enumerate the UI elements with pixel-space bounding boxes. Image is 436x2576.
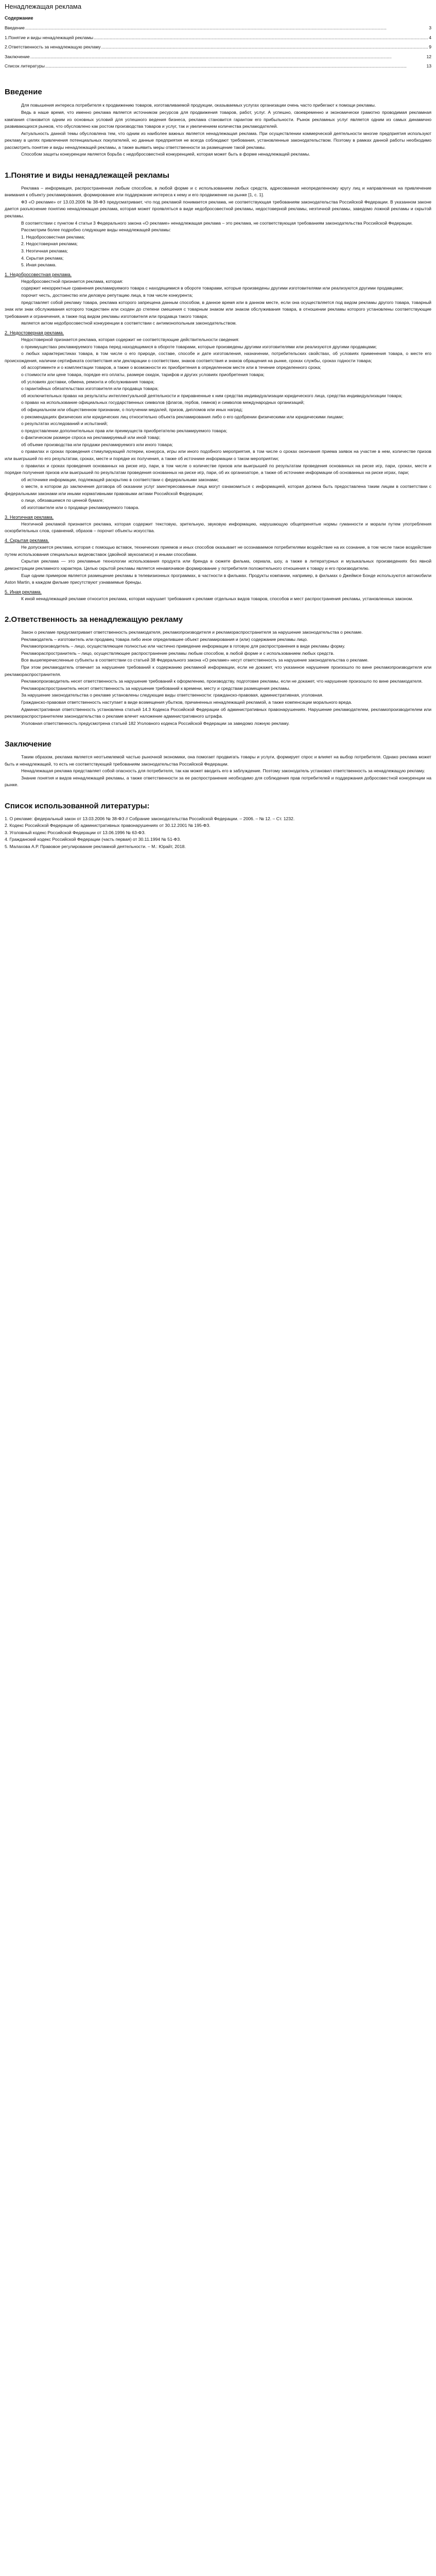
sub-2-paragraph: о стоимости или цене товара, порядке его оплаты, размере скидок, тарифов и других условиях приобретения товара; bbox=[21, 372, 265, 378]
toc-item-page: 12 bbox=[426, 54, 431, 59]
sub-4-paragraph: Скрытая реклама — это рекламные технологии использования продукта или бренда в сюжете фильма, сериала, шоу, а также в литературных и музыкальных произведениях без явной демонстрации рекламного характера. Целью скрытой рекламы является ненавязчивое формирование у потребителя положительного отношения к товару и его производителю. bbox=[5, 558, 431, 571]
sub-1-paragraph: представляет собой рекламу товара, реклама которого запрещена данным способом, в данное время или в данном месте, если она осуществляется под видом рекламы другого товара, товарный знак или знак обслуживания которого тождествен или сходен до степени смешения с товарным знаком или знаком обслуживания товара, в отношении рекламы которого установлены соответствующие требования и ограничения, а также под видом рекламы изготовителя или продавца такого товара; bbox=[5, 299, 431, 319]
section-2-paragraph: Закон о рекламе предусматривает ответственность рекламодателя, рекламопроизводителя и рекламораспространителя за нарушение законодательства о рекламе. bbox=[21, 630, 363, 635]
sub-2-paragraph: о гарантийных обязательствах изготовителя или продавца товара; bbox=[21, 386, 159, 392]
conclusion-paragraphs bbox=[5, 754, 431, 789]
toc-leader-dots bbox=[45, 63, 426, 70]
document-title: Ненадлежащая реклама bbox=[5, 3, 82, 10]
sub-4-paragraph: Не допускается реклама, которая с помощью вставок, технических приемов и иных способов оказывает не осознаваемое потребителями воздействие на их сознание, в том числе такое воздействие путем использования специальных видеовставок (двойной звукозаписи) и иными способами. bbox=[5, 545, 431, 557]
toc-item[interactable] bbox=[5, 44, 431, 54]
sub-2-paragraphs bbox=[5, 336, 431, 511]
conclusion-paragraph: Ненадлежащая реклама представляет собой опасность для потребителя, так как может вводить его в заблуждение. Поэтому законодатель установил ответственность за ненадлежащую рекламу. bbox=[21, 768, 425, 774]
conclusion-heading: Заключение bbox=[5, 740, 51, 749]
intro-paragraph: Для повышения интереса потребителя к продвижению товаров, изготавливаемой продукции, оказываемых услугах организации очень часто прибегают к помощи рекламы. bbox=[21, 103, 376, 108]
toc-item-label: Введение bbox=[5, 25, 25, 31]
section-1 bbox=[5, 170, 431, 602]
sub-2-paragraph: о рекомендациях физических или юридических лиц относительно объекта рекламирования либо о его одобрении физическими или юридическими лицами; bbox=[21, 414, 344, 419]
toc-heading: Содержание bbox=[5, 15, 33, 21]
intro-paragraph: Ведь в наше время, что именно реклама является источником ресурсов для продвижения товаров, работ, услуг. А успешно, своевременно и экономически грамотно проводимая рекламная кампания становится одним из основных условий для успешного ведения бизнеса, реклама становится гарантом его прибыльности. Рынок рекламных услуг является одним из самых динамично развивающихся рынков, что обусловлено как ростом производства товаров и услуг, так и увеличением количества рекламодателей. bbox=[5, 109, 431, 129]
toc-leader-dots bbox=[30, 54, 426, 61]
sub-4-paragraph: Еще одним примером является размещение рекламы в телевизионных программах, в частности в фильмах. Продукты компании, например, в фильмах о Джеймсе Бонде используются автомобили Aston Martin, в каждом фильме присутствуют узнаваемые бренды. bbox=[5, 572, 431, 585]
toc-item[interactable] bbox=[5, 25, 431, 35]
toc-item[interactable] bbox=[5, 35, 431, 44]
sub-2-paragraph: об условиях доставки, обмена, ремонта и обслуживания товара; bbox=[21, 379, 154, 384]
sub-1-paragraph: Недобросовестной признается реклама, которая: bbox=[21, 278, 124, 284]
toc-item-page: 9 bbox=[429, 44, 431, 50]
sub-4-heading: 4. Скрытая реклама. bbox=[5, 537, 49, 543]
intro-section bbox=[5, 86, 431, 158]
sub-2-paragraph: о месте, в котором до заключения договора об оказании услуг заинтересованные лица могут ознакомиться с информацией, которая должна быть предоставлена таким лицам в соответствии с федеральными законами или иными нормативными правовыми актами Российской Федерации; bbox=[5, 484, 431, 496]
section-2-paragraph: Гражданско-правовая ответственность наступает в виде возмещения убытков, причиненных ненадлежащей рекламой, а также компенсации морального вреда. bbox=[21, 699, 352, 705]
sub-2-paragraph: об ассортименте и о комплектации товаров, а также о возможности их приобретения в определенном месте или в течение определенного срока; bbox=[21, 365, 321, 370]
types-intro: Рассмотрим более подробно следующие виды ненадлежащей рекламы: bbox=[21, 227, 171, 233]
sub-2-paragraph: об официальном или общественном признании, о получении медалей, призов, дипломов или иных наград; bbox=[21, 406, 243, 412]
section-1-paragraph: ФЗ «О рекламе» от 13.03.2006 № 38-ФЗ предусматривает, что под рекламой понимается реклама, не соответствующая требованиям законодательства Российской Федерации. В указанном законе дается разъяснение понятию ненадлежащая реклама, которая может проявляться в виде недобросовестной рекламы, недостоверной рекламы, неэтичной рекламы, заведомо ложной рекламы и скрытой рекламы. bbox=[5, 199, 431, 219]
sub-2-paragraph: о лице, обязавшемся по ценной бумаге; bbox=[21, 498, 104, 503]
section-2-paragraph: Рекламораспространитель несет ответственность за нарушение требований к времени, месту и средствам размещения рекламы. bbox=[21, 685, 290, 691]
toc-item-page: 4 bbox=[429, 35, 431, 40]
toc-leader-dots bbox=[94, 35, 428, 42]
title-bar bbox=[0, 0, 436, 13]
bibliography-heading: Список использованной литературы: bbox=[5, 801, 150, 810]
intro-paragraph: Способом защиты конкуренции является борьба с недобросовестной конкуренцией, которая может быть в форме ненадлежащей рекламы. bbox=[21, 151, 310, 157]
document-body bbox=[5, 14, 431, 850]
bibliography-list bbox=[5, 816, 431, 851]
section-1-heading: 1.Понятие и виды ненадлежащей рекламы bbox=[5, 171, 169, 180]
type-list-item: 1. Недобросовестная реклама; bbox=[21, 234, 85, 240]
toc-item-page: 13 bbox=[426, 63, 431, 69]
toc-item-label: 2.Ответственность за ненадлежащую рекламу bbox=[5, 44, 101, 50]
type-list-item: 4. Скрытая реклама; bbox=[21, 255, 64, 261]
section-2-paragraph: За нарушение законодательства о рекламе установлены следующие виды ответственности: гражданско-правовая, административная, уголовная. bbox=[21, 692, 324, 698]
type-list-item: 2. Недостоверная реклама; bbox=[21, 241, 78, 247]
sub-1-paragraphs bbox=[5, 278, 431, 327]
intro-paragraph: Актуальность данной темы обусловлена тем, что одним из наиболее важных является ненадлежащая реклама. При осуществлении коммерческой деятельности многие предприятия используют рекламу в целях привлечения потенциальных покупателей, но данные предприятия не всегда соблюдают требования, установленные законодательством. Поэтому в рамках данной работы необходимо рассмотреть понятие и виды ненадлежащей рекламы, а также выявить меры ответственности за размещение такой рекламы. bbox=[5, 130, 431, 150]
toc-list bbox=[5, 25, 431, 73]
section-2-heading: 2.Ответственность за ненадлежащую рекламу bbox=[5, 615, 183, 624]
sub-2-paragraph: об исключительных правах на результаты интеллектуальной деятельности и приравненные к ним средства индивидуализации юридического лица, средства индивидуализации товара; bbox=[21, 393, 403, 398]
section-2-paragraph: Рекламораспространитель – лицо, осуществляющее распространение рекламы любым способом, в любой форме и с использованием любых средств. bbox=[21, 650, 335, 656]
sub-2-paragraph: об объеме производства или продажи рекламируемого или иного товара; bbox=[21, 442, 173, 447]
bibliography-item: 1. О рекламе: федеральный закон от 13.03.2006 № 38-ФЗ // Собрание законодательства Российской Федерации. – 2006. – № 12. – Ст. 1232. bbox=[5, 816, 295, 821]
section-2-paragraphs bbox=[5, 629, 431, 727]
bibliography-item: 4. Гражданский кодекс Российской Федерации (часть первая) от 30.11.1994 № 51-ФЗ. bbox=[5, 837, 181, 842]
toc-item-label: 1.Понятие и виды ненадлежащей рекламы bbox=[5, 35, 94, 40]
section-2-paragraph: Рекламопроизводитель несет ответственность за нарушение требований к оформлению, производству, подготовке рекламы, если не докажет, что нарушение произошло по вине рекламодателя. bbox=[21, 679, 423, 684]
toc-leader-dots bbox=[101, 44, 429, 51]
sub-2-paragraph: о предоставлении дополнительных прав или преимуществ приобретателю рекламируемого товара; bbox=[21, 428, 228, 433]
bibliography-section bbox=[5, 800, 431, 851]
section-1-paragraph: Реклама – информация, распространенная любым способом, в любой форме и с использованием любых средств, адресованная неопределенному кругу лиц и направленная на привлечение внимания к объекту рекламирования, формирование или поддержание интереса к нему и его продвижение на рынке [1, с. 1]. bbox=[5, 185, 431, 198]
conclusion-paragraph: Таким образом, реклама является неотъемлемой частью рыночной экономики, она помогает продвигать товары и услуги, формирует спрос и влияет на выбор потребителя. Однако реклама может быть и ненадлежащей, то есть не соответствующей требованиям законодательства Российской Федерации. bbox=[5, 754, 431, 767]
sub-3-paragraph: Неэтичной рекламой признается реклама, которая содержит текстовую, зрительную, звуковую информацию, нарушающую общепринятые нормы гуманности и морали путем употребления оскорбительных слов, сравнений, образов – порочит объекты искусства. bbox=[5, 521, 431, 534]
section-2-paragraph: Рекламодатель – изготовитель или продавец товара либо иное определившее объект рекламирования и (или) содержание рекламы лицо. bbox=[21, 636, 308, 642]
section-2-paragraph: Административная ответственность установлена статьей 14.3 Кодекса Российской Федерации об административных правонарушениях. Нарушение рекламодателем, рекламопроизводителем или рекламораспространителем законодательства о рекламе влечет наложение административного штрафа. bbox=[5, 706, 431, 719]
toc-item[interactable] bbox=[5, 54, 431, 63]
sub-2-heading: 2. Недостоверная реклама. bbox=[5, 330, 64, 335]
toc-item-label: Список литературы bbox=[5, 63, 45, 69]
type-list-item: 5. Иная реклама. bbox=[21, 262, 57, 268]
type-list-item: 3. Неэтичная реклама; bbox=[21, 248, 68, 253]
sub-2-paragraph: об источнике информации, подлежащей раскрытию в соответствии с федеральными законами; bbox=[21, 477, 219, 482]
conclusion-section bbox=[5, 738, 431, 789]
sub-2-paragraph: о правах на использование официальных государственных символов (флагов, гербов, гимнов) и символов международных организаций; bbox=[21, 400, 305, 405]
intro-heading: Введение bbox=[5, 87, 42, 96]
sub-2-paragraph: Недостоверной признается реклама, которая содержит не соответствующие действительности сведения: bbox=[21, 337, 239, 343]
section-2-paragraph: При этом рекламодатель отвечает за нарушение требований к содержанию рекламной информации, если не докажет, что указанное нарушение произошло по вине рекламопроизводителя или рекламораспространителя. bbox=[5, 665, 431, 677]
section-2-paragraph: Уголовная ответственность предусмотрена статьей 182 Уголовного кодекса Российской Федерации за заведомо ложную рекламу. bbox=[21, 720, 290, 726]
sub-3-heading: 3. Неэтичная реклама. bbox=[5, 514, 54, 520]
sub-1-paragraph: является актом недобросовестной конкуренции в соответствии с антимонопольным законодательством. bbox=[21, 320, 237, 326]
toc-item-page: 3 bbox=[429, 25, 431, 31]
sub-1-paragraph: порочит честь, достоинство или деловую репутацию лица, в том числе конкурента; bbox=[21, 293, 193, 298]
section-2 bbox=[5, 614, 431, 727]
sub-1-heading: 1. Недобросовестная реклама. bbox=[5, 272, 72, 277]
sub-5-heading: 5. Иная реклама. bbox=[5, 589, 42, 595]
sub-2-paragraph: о любых характеристиках товара, в том числе о его природе, составе, способе и дате изготовления, назначении, потребительских свойствах, об условиях применения товара, о месте его происхождения, наличии сертификата соответствия или декларации о соответствии, знаков соответствия и знаков обращения на рынке, сроках службы, сроках годности товара; bbox=[5, 351, 431, 363]
sub-2-paragraph: о правилах и сроках проведения основанных на риске игр, пари, в том числе о количестве призов или выигрышей по результатам проведения основанных на риске игр, пари, сроках, месте и порядке получения призов или выигрышей по результатам проведения основанных на риске игр, пари, об их организаторе, а также об источнике информации об основанных на риске играх, пари; bbox=[5, 463, 431, 476]
toc-item-label: Заключение bbox=[5, 54, 30, 59]
bibliography-item: 3. Уголовный кодекс Российской Федерации от 13.06.1996 № 63-ФЗ. bbox=[5, 829, 146, 835]
sub-2-paragraph: о фактическом размере спроса на рекламируемый или иной товар; bbox=[21, 435, 161, 440]
section-2-paragraph: Все вышеперечисленные субъекты в соответствии со статьей 38 Федерального закона «О рекламе» несут ответственность за нарушение законодательства о рекламе. bbox=[21, 657, 369, 663]
sub-2-paragraph: о результатах исследований и испытаний; bbox=[21, 421, 108, 427]
sub-5-paragraphs bbox=[5, 596, 431, 603]
section-1-paragraphs bbox=[5, 185, 431, 227]
bibliography-item: 5. Малахова А.Р. Правовое регулирование рекламной деятельности. – М.: Юрайт, 2018. bbox=[5, 843, 186, 849]
section-2-paragraph: Рекламопроизводитель – лицо, осуществляющее полностью или частично приведение информации в готовую для распространения в виде рекламы форму. bbox=[21, 643, 345, 649]
sub-5-paragraph: К иной ненадлежащей рекламе относится реклама, которая нарушает требования к рекламе отдельных видов товаров, способов и мест распространения рекламы, установленных законом. bbox=[21, 596, 413, 601]
types-list bbox=[5, 234, 431, 269]
table-of-contents bbox=[5, 14, 431, 73]
sub-4-paragraphs bbox=[5, 544, 431, 586]
sub-1-paragraph: содержит некорректные сравнения рекламируемого товара с находящимися в обороте товарами, которые произведены другими изготовителями или реализуются другими продавцами; bbox=[21, 285, 404, 291]
sub-2-paragraph: о преимуществах рекламируемого товара перед находящимися в обороте товарами, которые произведены другими изготовителями или реализуются другими продавцами; bbox=[21, 344, 377, 349]
toc-item[interactable] bbox=[5, 63, 431, 73]
sub-2-paragraph: о правилах и сроках проведения стимулирующей лотереи, конкурса, игры или иного подобного мероприятия, в том числе о сроках окончания приема заявок на участие в нем, количестве призов или выигрышей по его результатам, сроках, месте и порядке их получения, а также об источнике информации о таком мероприятии; bbox=[5, 449, 431, 461]
bibliography-item: 2. Кодекс Российской Федерации об административных правонарушениях от 30.12.2001 № 195-ФЗ. bbox=[5, 823, 211, 828]
sub-2-paragraph: об изготовителе или о продавце рекламируемого товара. bbox=[21, 505, 139, 511]
section-1-paragraph: В соответствии с пунктом 4 статьи 3 Федерального закона «О рекламе» ненадлежащая реклама – это реклама, не соответствующая требованиям законодательства Российской Федерации. bbox=[21, 220, 413, 226]
conclusion-paragraph: Знание понятия и видов ненадлежащей рекламы, а также ответственности за ее распространение необходимо для соблюдения прав потребителей и поддержания добросовестной конкуренции на рынке. bbox=[5, 775, 431, 788]
sub-3-paragraphs bbox=[5, 521, 431, 535]
toc-leader-dots bbox=[25, 25, 428, 32]
intro-paragraphs bbox=[5, 102, 431, 158]
